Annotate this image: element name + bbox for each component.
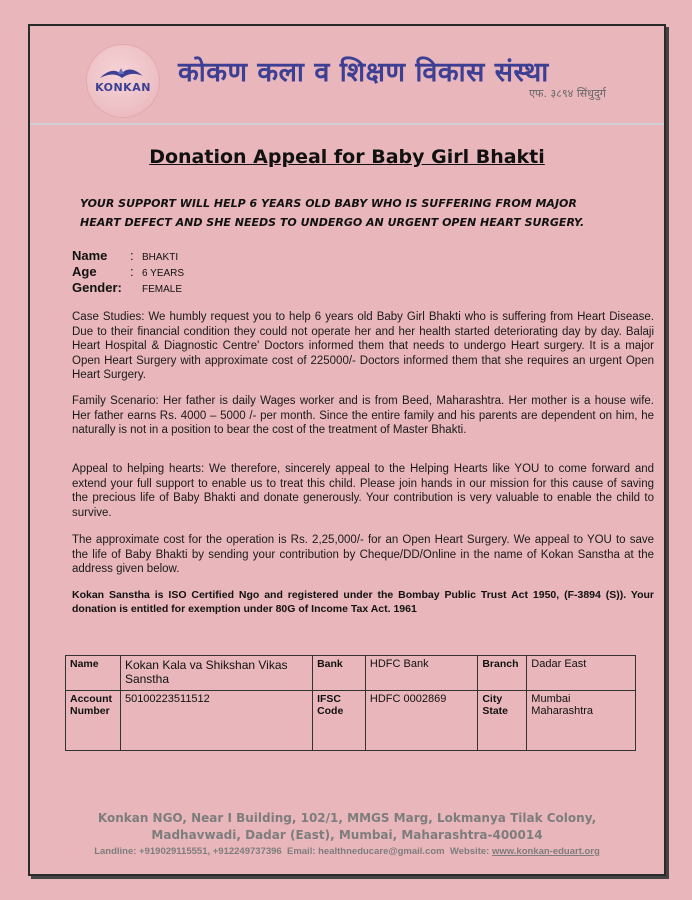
registration-number: एफ. ३८९४ सिंधुदुर्ग xyxy=(528,87,606,100)
cost-paragraph: The approximate cost for the operation is Rs. 2,25,000/- for an Open Heart Surgery. We appeal to YOU to save the life of Baby Bhakti by sending your contribution by Cheque/DD/Online in the name of Kokan Sanstha at the address given below. xyxy=(72,534,654,575)
profile-age-row xyxy=(72,264,184,280)
family-scenario-paragraph: Family Scenario: Her father is daily Wages worker and is from Beed, Maharashtra. Her mother is a house wife. Her father earns Rs. 4000 – 5000 /- per month. Since the entire family and his parents are dependent on him, he naturally is not in a position to bear the cost of the treatment of Master Bhakti. xyxy=(72,395,654,436)
age-label: Age xyxy=(72,264,97,279)
colon: : xyxy=(130,248,134,263)
gender-value: FEMALE xyxy=(142,284,183,295)
organization-name: कोकण कला व शिक्षण विकास संस्था xyxy=(178,57,549,88)
branch-cell: Dadar East xyxy=(527,656,636,691)
appeal-paragraph: Appeal to helping hearts: We therefore, sincerely appeal to the Helping Hearts like YOU to come forward and extend your full support to enable us to treat this child. Please join hands in our mission for this cause of saving the precious life of Baby Bhakti and donate generously. Your contribution is very valuable to enable the child to survive. xyxy=(72,463,654,519)
email: Email: healthneducare@gmail.com xyxy=(286,846,445,857)
footer-contact xyxy=(60,846,634,857)
logo-text: KONKAN xyxy=(95,81,151,94)
bank-name-cell: HDFC Bank xyxy=(365,656,477,691)
colon: : xyxy=(130,264,134,279)
profile-name-row xyxy=(72,248,184,264)
website-link[interactable]: www.konkan-eduart.org xyxy=(491,846,600,857)
name-value: BHAKTI xyxy=(142,252,179,263)
document-title: Donation Appeal for Baby Girl Bhakti xyxy=(149,146,545,168)
name-label: Name xyxy=(72,248,108,263)
header-divider xyxy=(30,123,664,125)
name-header-cell: Name xyxy=(66,656,121,691)
gender-label: Gender: xyxy=(72,280,122,295)
certification-note: Kokan Sanstha is ISO Certified Ngo and registered under the Bombay Public Trust Act 1950, (F-3894 (S)). Your donation is entitled for exemption under 80G of Income Tax Act. 1961 xyxy=(72,589,654,615)
ifsc-cell: HDFC 0002869 xyxy=(365,691,477,751)
table-row xyxy=(66,691,636,751)
account-name-cell: Kokan Kala va Shikshan Vikas Sanstha xyxy=(120,656,312,691)
bank-header-cell: Bank xyxy=(313,656,366,691)
letterhead xyxy=(30,26,664,126)
patient-profile xyxy=(72,248,184,296)
landline: Landline: +919029115551, +912249737396 xyxy=(94,846,282,857)
account-number-cell: 50100223511512 xyxy=(120,691,312,751)
profile-gender-row xyxy=(72,280,184,296)
city-cell: Mumbai Maharashtra xyxy=(527,691,636,751)
age-value: 6 YEARS xyxy=(142,268,185,279)
city-header-cell: City State xyxy=(478,691,527,751)
ifsc-header-cell: IFSC Code xyxy=(313,691,366,751)
lead-statement: YOUR SUPPORT WILL HELP 6 YEARS OLD BABY WHO IS SUFFERING FROM MAJOR HEART DEFECT AND SHE NEEDS TO UNDERGO AN URGENT OPEN HEART SURGERY. xyxy=(80,197,585,229)
branch-header-cell: Branch xyxy=(478,656,527,691)
account-number-header-cell: Account Number xyxy=(66,691,121,751)
bank-details-table xyxy=(65,655,636,751)
table-row xyxy=(66,656,636,691)
case-study-paragraph: Case Studies: We humbly request you to help 6 years old Baby Girl Bhakti who is suffering from Heart Disease. Due to their financial condition they could not operate her and her health started deteriorating day by day. Balaji Heart Hospital & Diagnostic Centre' Doctors informed them that needs to undergo Heart surgery. It is a major Open Heart Surgery with approximate cost of 225000/- Doctors informed them that she requires an urgent Open Heart Surgery. xyxy=(72,311,654,381)
website-label: Website: xyxy=(449,846,490,857)
document-page xyxy=(28,24,666,876)
footer-address: Konkan NGO, Near I Building, 102/1, MMGS Marg, Lokmanya Tilak Colony, Madhavwadi, Dadar (East), Mumbai, Maharashtra-400014 xyxy=(97,811,597,842)
